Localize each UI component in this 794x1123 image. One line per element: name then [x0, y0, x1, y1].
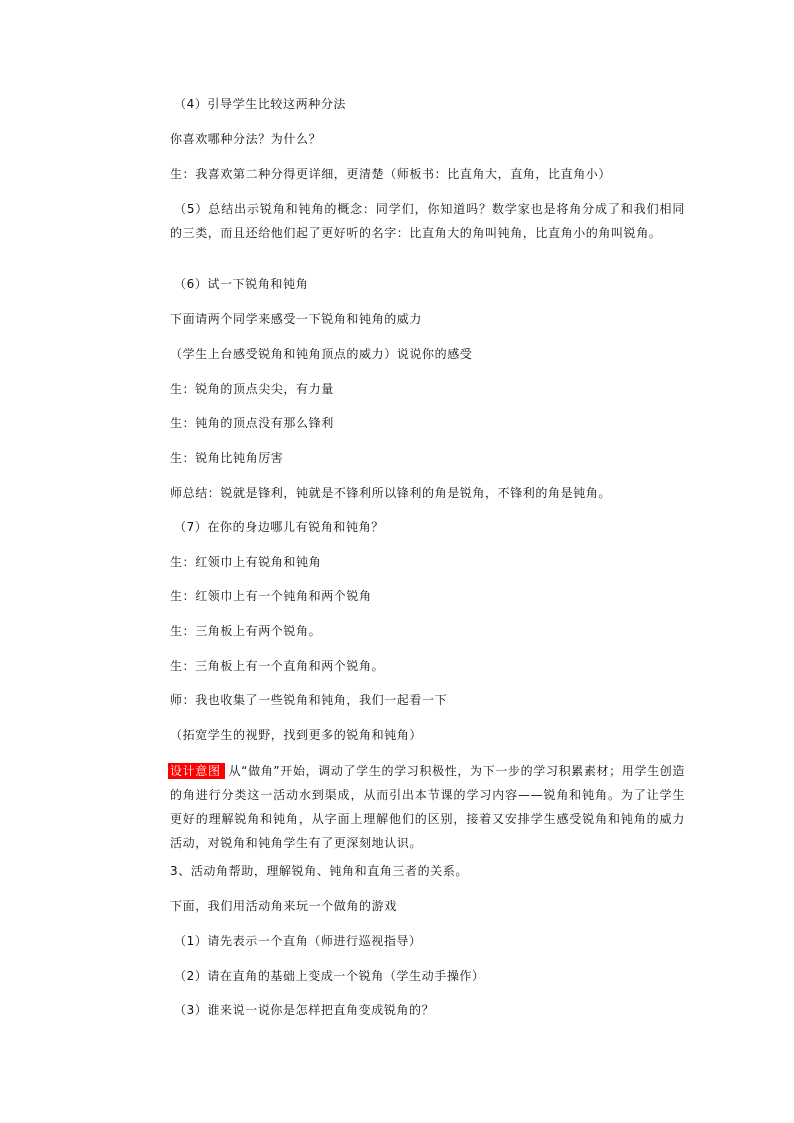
section-3-heading: 3、活动角帮助，理解锐角、钝角和直角三者的关系。	[170, 864, 469, 878]
paragraph-feel-power: （学生上台感受锐角和钝角顶点的威力）说说你的感受	[170, 347, 473, 361]
paragraph-broaden-view: （拓宽学生的视野，找到更多的锐角和钝角）	[170, 728, 423, 742]
paragraph-teacher-collected: 师：我也收集了一些锐角和钝角，我们一起看一下	[170, 693, 448, 707]
paragraph-student-sharp: 生：锐角的顶点尖尖，有力量	[170, 382, 334, 396]
paragraph-compare-methods: （4）引导学生比较这两种分法	[174, 97, 347, 111]
paragraph-scarf-2: 生：红领巾上有一个钝角和两个锐角	[170, 589, 372, 603]
paragraph-triangle-1: 生：三角板上有两个锐角。	[170, 624, 322, 638]
section-3-step-2: （2）请在直角的基础上变成一个锐角（学生动手操作）	[174, 969, 485, 983]
paragraph-question-preference: 你喜欢哪种分法？为什么？	[170, 132, 322, 146]
paragraph-around-you: （7）在你的身边哪儿有锐角和钝角？	[174, 520, 384, 534]
design-intent-paragraph	[170, 759, 685, 855]
section-3-step-3: （3）谁来说一说你是怎样把直角变成锐角的？	[174, 1003, 435, 1017]
section-3-intro: 下面，我们用活动角来玩一个做角的游戏	[170, 899, 397, 913]
design-intent-text: 从“做角”开始，调动了学生的学习积极性，为下一步的学习积累素材；用学生创造的角进行分类这一活动水到渠成，从而引出本节课的学习内容——锐角和钝角。为了让学生更好的理解锐角和钝角，从字面上理解他们的区别，接着又安排学生感受锐角和钝角的威力活动，对锐角和钝角学生有了更深刻地认识。	[170, 764, 686, 850]
paragraph-scarf-1: 生：红领巾上有锐角和钝角	[170, 555, 322, 569]
paragraph-definition: （5）总结出示锐角和钝角的概念：同学们，你知道吗？数学家也是将角分成了和我们相同的三类，而且还给他们起了更好听的名字：比直角大的角叫钝角，比直角小的角叫锐角。	[170, 202, 685, 240]
paragraph-invite-students: 下面请两个同学来感受一下锐角和钝角的威力	[170, 312, 423, 326]
section-3-step-1: （1）请先表示一个直角（师进行巡视指导）	[174, 934, 422, 948]
paragraph-student-blunt: 生：钝角的顶点没有那么锋利	[170, 416, 334, 430]
paragraph-teacher-summary: 师总结：锐就是锋利，钝就是不锋利所以锋利的角是锐角，不锋利的角是钝角。	[170, 486, 612, 500]
paragraph-student-stronger: 生：锐角比钝角厉害	[170, 451, 284, 465]
paragraph-student-answer: 生：我喜欢第二种分得更详细，更清楚（师板书：比直角大，直角，比直角小）	[170, 167, 612, 181]
paragraph-try-angles: （6）试一下锐角和钝角	[174, 277, 309, 291]
design-intent-tag: 设计意图	[168, 763, 225, 779]
paragraph-triangle-2: 生：三角板上有一个直角和两个锐角。	[170, 659, 385, 673]
